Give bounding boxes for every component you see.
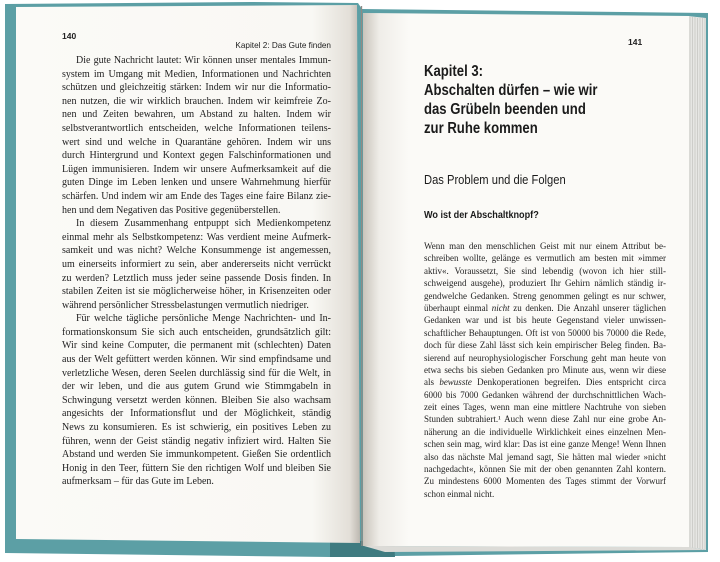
text-segment: zu denken. Die Anzahl unserer täglichen	[509, 302, 666, 313]
text-line: schreiben wollte, gelänge es vermutlich am besten mit »immer	[424, 253, 666, 264]
text-line: schärfen. Und indem wir am Ende des Tages eine faire Bilanz zie-	[62, 190, 331, 202]
text-line: schaftlicher Behauptungen. Oft ist von 50000 bis 70000 die Rede,	[424, 327, 666, 338]
text-line: näherung an die individuelle Wirklichkeit eines einzelnen Men-	[424, 426, 666, 437]
text-line: In diesem Zusammenhang entpuppt sich Medienkompetenz	[76, 218, 331, 230]
chapter-title-line: Kapitel 3:	[424, 63, 484, 80]
text-line: nen und Zeiten bewahren, um Abstand zu halten. Indem wir	[62, 109, 331, 121]
page-number-left: 140	[62, 31, 77, 41]
text-line: aufmerksam – für das Gute im Leben.	[62, 476, 214, 488]
text-line: Honig in den Teer, füttern Sie den richtigen Wolf und bleiben Sie	[62, 462, 331, 474]
text-line: sierend auf neurophysiologischer Forschung geht man heute von	[424, 352, 666, 363]
text-segment: als	[424, 377, 440, 388]
text-line: etwa sechs bis sieben Gedanken pro Minute aus, wenn wir diese	[424, 364, 666, 375]
gutter-line	[362, 6, 363, 546]
text-line: Gedanken war und ist bis heute Gegenstand vieler unwissen-	[424, 315, 666, 326]
text-line: zu werden? Letztlich muss jeder seine passende Dosis finden. In	[62, 272, 331, 284]
text-line: schweigend ausgehe), produziert Ihr Gehirn nämlich ständig ir-	[424, 278, 666, 289]
text-line: aktiv«. Voraussetzt, Sie sind lebendig (wovon ich hier still-	[424, 265, 666, 276]
chapter-title-line: das Grübeln beenden und	[424, 101, 586, 118]
text-line: Schwingung versetzt werden können. Bleiben Sie also wachsam	[62, 394, 331, 406]
italic-segment: nicht	[491, 302, 510, 313]
text-line: nachgedacht«, können Sie mit der oben genannten Zahl kontern.	[424, 464, 666, 475]
page-edge-lines	[690, 17, 705, 549]
text-line: system im Umgang mit Medien, Informationen und Nachrichten	[62, 68, 331, 80]
section-heading: Das Problem und die Folgen	[424, 172, 566, 187]
text-line: um einerseits informiert zu sein, aber andererseits nicht verrückt	[62, 258, 331, 270]
right-page-edges	[688, 16, 706, 550]
text-segment: überhaupt einmal	[424, 302, 492, 313]
text-line: schen sein mag, wird klar: Das ist eine ganze Menge! Wenn Ihnen	[424, 439, 666, 450]
right-page-body	[424, 240, 666, 500]
text-line: Wir sind keine Computer, die permanent mit (schlechten) Daten	[62, 340, 331, 352]
chapter-title-line: zur Ruhe kommen	[424, 120, 538, 137]
chapter-title-line: Abschalten dürfen – wie wir	[424, 82, 598, 99]
text-line: Die gute Nachricht lautet: Wir können unser mentales Immun-	[76, 55, 331, 66]
text-line: der wir leben, und die aus gutem Grund wie Stimmgabeln in	[62, 381, 331, 393]
text-line: formationskonsum Sie sich auch entscheiden, grundsätzlich gilt:	[62, 326, 331, 338]
text-line: schon einmal nicht.	[424, 488, 495, 499]
text-line: während persönlicher Stressbelastungen vermutlich niedriger.	[62, 299, 309, 311]
text-line: einmal mehr als Selbstkompetenz: Was verdient meine Aufmerk-	[62, 231, 331, 243]
chapter-title	[424, 62, 598, 138]
left-page-body	[62, 54, 331, 489]
text-line: nen nutzen, die wir wirklich brauchen. Indem wir keimfreie Zo-	[62, 95, 331, 107]
text-line: News zu konsumieren. Es ist schwierig, ein positives Leben zu	[62, 422, 331, 434]
text-line	[424, 376, 666, 388]
text-line: wert sind und welche in Quarantäne gehören. Indem wir uns	[62, 136, 331, 148]
text-line: 6000 bis 7000 Gedanken während der durchschnittlichen Wach-	[424, 389, 666, 400]
text-line: führen, wenn der Geist ständig negativ infiziert wird. Halten Sie	[62, 435, 331, 447]
text-line: Für welche tägliche persönliche Menge Nachrichten- und In-	[76, 313, 331, 325]
text-line	[424, 302, 666, 314]
text-line: samkeit und was nicht? Welche Konsummenge ist angemessen,	[62, 245, 331, 257]
text-line: Abstand und werden Sie immunkompetent. Gießen Sie ordentlich	[62, 449, 331, 461]
text-line: verletzliche Wesen, deren Seelen durchlässig sind für die Welt, in	[62, 367, 331, 379]
text-line: Zu mindestens 6000 Momenten des Tages stimmt der Vorwurf	[424, 476, 666, 487]
text-line: gendwelche Gedanken. Streng genommen gelingt es nur schwer,	[424, 290, 666, 301]
text-line: also das nächste Mal jemand sagt, Sie hätten mal wieder »nicht	[424, 451, 666, 462]
text-line: aus der Welt gefüttert werden können. Wir sind empfindsame und	[62, 354, 331, 366]
text-segment: Denkoperationen begreifen. Dies entspricht circa	[471, 377, 666, 388]
page-number-right: 141	[628, 37, 643, 47]
text-line: stabilen Zeiten ist sie möglicherweise höher, in Krisenzeiten oder	[62, 286, 331, 298]
subheading: Wo ist der Abschaltknopf?	[424, 210, 539, 221]
text-line: selbstverantwortlich entscheiden, welche Informationen teilens-	[62, 122, 331, 134]
text-line: zeit eines Tages, wenn man eine mittlere Nachtruhe von sieben	[424, 402, 666, 413]
running-head: Kapitel 2: Das Gute finden	[235, 41, 331, 50]
text-line: schützen und gleichzeitig stärken: Indem wir nur die Informatio-	[62, 82, 331, 94]
text-line: doch für diese Zahl lässt sich kein empirischer Beleg finden. Ba-	[424, 340, 666, 351]
text-line: angesichts der Informationsflut und der Möglichkeit, ständig	[62, 408, 331, 420]
text-line: Lügen immunisieren. Indem wir unsere Aufmerksamkeit auf die	[62, 163, 331, 175]
text-line: hen und dem Negativen das Positive gegenüberstellen.	[62, 204, 281, 216]
text-line: guten Dinge im Leben lenken und unsere Wahrnehmung hierfür	[62, 177, 331, 189]
text-line: durch Hintergrund und Kontext gegen Falschinformationen und	[62, 150, 331, 162]
italic-segment: bewusste	[439, 377, 472, 388]
text-line: Stunden subtrahiert.¹ Auch wenn diese Zahl nur eine grobe An-	[424, 414, 666, 425]
text-line: Wenn man den menschlichen Geist mit nur einem Attribut be-	[424, 241, 666, 251]
